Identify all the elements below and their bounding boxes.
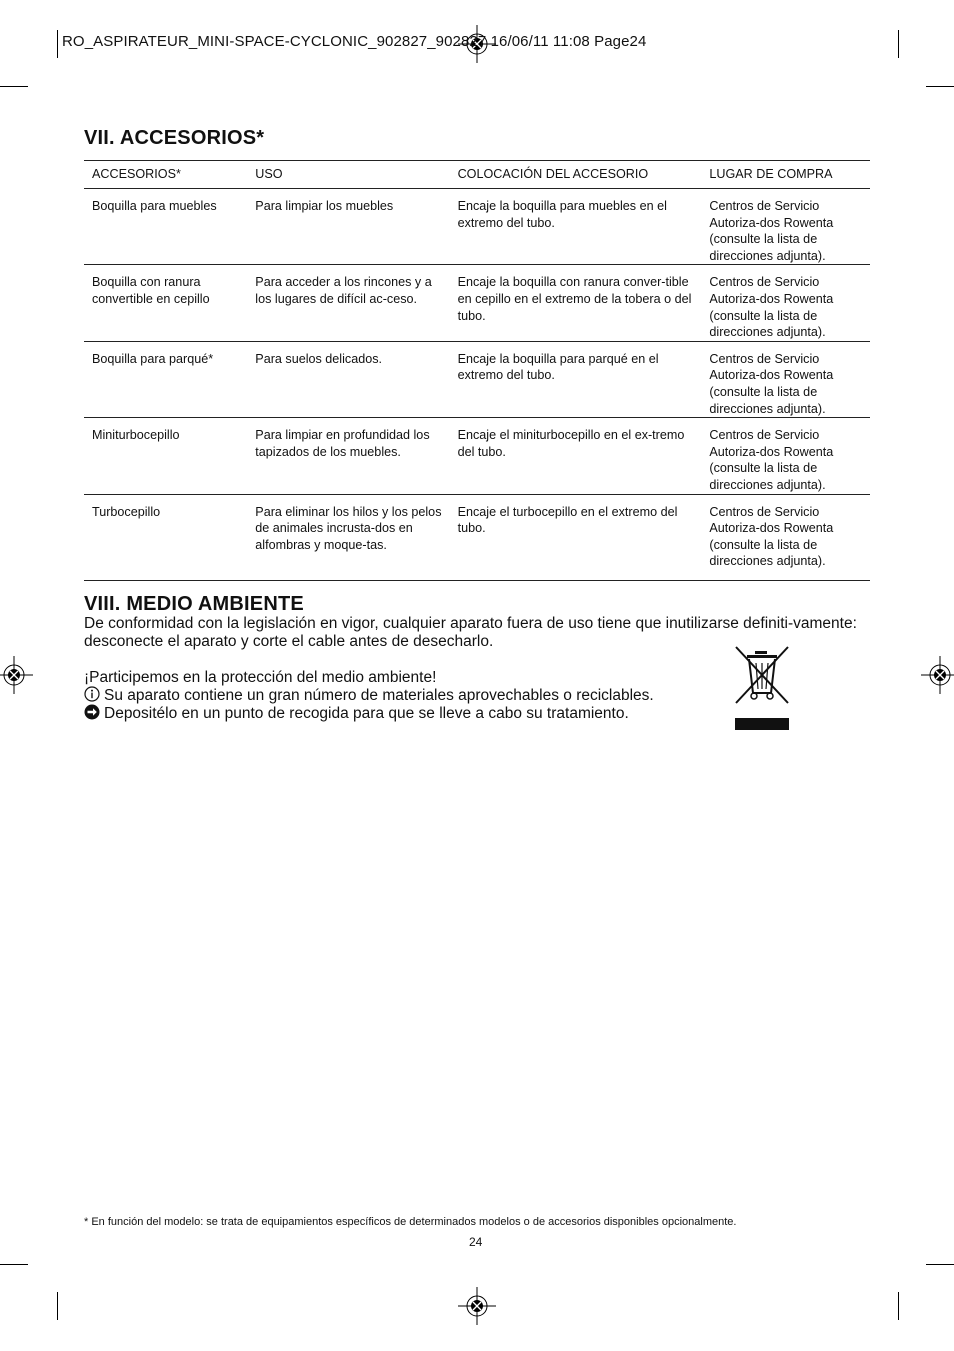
crop-mark xyxy=(926,86,954,87)
table-cell: Centros de Servicio Autoriza-dos Rowenta (consulte la lista de direcciones adjunta). xyxy=(701,494,870,580)
table-cell: Centros de Servicio Autoriza-dos Rowenta (consulte la lista de direcciones adjunta). xyxy=(701,341,870,417)
environment-intro: ¡Participemos en la protección del medio ambiente! xyxy=(84,669,437,686)
table-cell: Para eliminar los hilos y los pelos de animales incrusta-dos en alfombras y moque-tas. xyxy=(247,494,449,580)
registration-mark-icon xyxy=(458,1287,496,1325)
table-cell: Encaje el turbocepillo en el extremo del tubo. xyxy=(450,494,702,580)
table-cell: Centros de Servicio Autoriza-dos Rowenta (consulte la lista de direcciones adjunta). xyxy=(701,189,870,265)
column-header: USO xyxy=(247,161,449,189)
table-header-row xyxy=(84,161,870,189)
table-row xyxy=(84,341,870,417)
crop-mark xyxy=(0,1264,28,1265)
info-icon xyxy=(84,686,100,702)
table-cell: Boquilla para muebles xyxy=(84,189,247,265)
footnote: * En función del modelo: se trata de equipamientos específicos de determinados modelos o de accesorios disponibles opcionalmente. xyxy=(84,1216,737,1228)
column-header: ACCESORIOS* xyxy=(84,161,247,189)
crop-mark xyxy=(0,86,28,87)
column-header: LUGAR DE COMPRA xyxy=(701,161,870,189)
environment-item-info xyxy=(84,686,654,705)
table-row xyxy=(84,418,870,494)
table-row xyxy=(84,265,870,341)
table-cell: Centros de Servicio Autoriza-dos Rowenta (consulte la lista de direcciones adjunta). xyxy=(701,418,870,494)
crop-mark xyxy=(57,30,58,58)
arrow-item-text: Depositélo en un punto de recogida para que se lleve a cabo su tratamiento. xyxy=(104,705,629,722)
registration-mark-icon xyxy=(0,656,33,694)
accessories-table xyxy=(84,160,870,581)
environment-paragraph: De conformidad con la legislación en vigor, cualquier aparato fuera de uso tiene que inutilizarse definiti-vamente: desconecte el aparato y corte el cable antes de desecharlo. xyxy=(84,615,857,650)
print-header: RO_ASPIRATEUR_MINI-SPACE-CYCLONIC_902827_902827 16/06/11 11:08 Page24 xyxy=(62,33,647,50)
table-cell: Para acceder a los rincones y a los lugares de difícil ac-ceso. xyxy=(247,265,449,341)
table-row xyxy=(84,494,870,580)
weee-crossed-bin-icon xyxy=(733,645,791,733)
environment-item-arrow xyxy=(84,704,629,723)
crop-mark xyxy=(57,1292,58,1320)
table-cell: Centros de Servicio Autoriza-dos Rowenta (consulte la lista de direcciones adjunta). xyxy=(701,265,870,341)
table-cell: Turbocepillo xyxy=(84,494,247,580)
table-cell: Boquilla para parqué* xyxy=(84,341,247,417)
table-cell: Encaje la boquilla con ranura conver-tible en cepillo en el extremo de la tobera o del tubo. xyxy=(450,265,702,341)
section-title-accesorios: VII. ACCESORIOS* xyxy=(84,127,265,149)
table-cell: Miniturbocepillo xyxy=(84,418,247,494)
crop-mark xyxy=(898,1292,899,1320)
table-cell: Boquilla con ranura convertible en cepillo xyxy=(84,265,247,341)
table-cell: Para limpiar en profundidad los tapizados de los muebles. xyxy=(247,418,449,494)
table-cell: Para limpiar los muebles xyxy=(247,189,449,265)
arrow-icon xyxy=(84,704,100,720)
table-cell: Encaje la boquilla para muebles en el extremo del tubo. xyxy=(450,189,702,265)
column-header: COLOCACIÓN DEL ACCESORIO xyxy=(450,161,702,189)
table-cell: Encaje el miniturbocepillo en el ex-tremo del tubo. xyxy=(450,418,702,494)
table-row xyxy=(84,189,870,265)
info-item-text: Su aparato contiene un gran número de materiales aprovechables o reciclables. xyxy=(104,687,654,704)
page-number: 24 xyxy=(469,1235,483,1249)
table-cell: Para suelos delicados. xyxy=(247,341,449,417)
crop-mark xyxy=(926,1264,954,1265)
crop-mark xyxy=(898,30,899,58)
table-cell: Encaje la boquilla para parqué en el extremo del tubo. xyxy=(450,341,702,417)
section-title-medio-ambiente: VIII. MEDIO AMBIENTE xyxy=(84,593,304,615)
registration-mark-icon xyxy=(921,656,954,694)
